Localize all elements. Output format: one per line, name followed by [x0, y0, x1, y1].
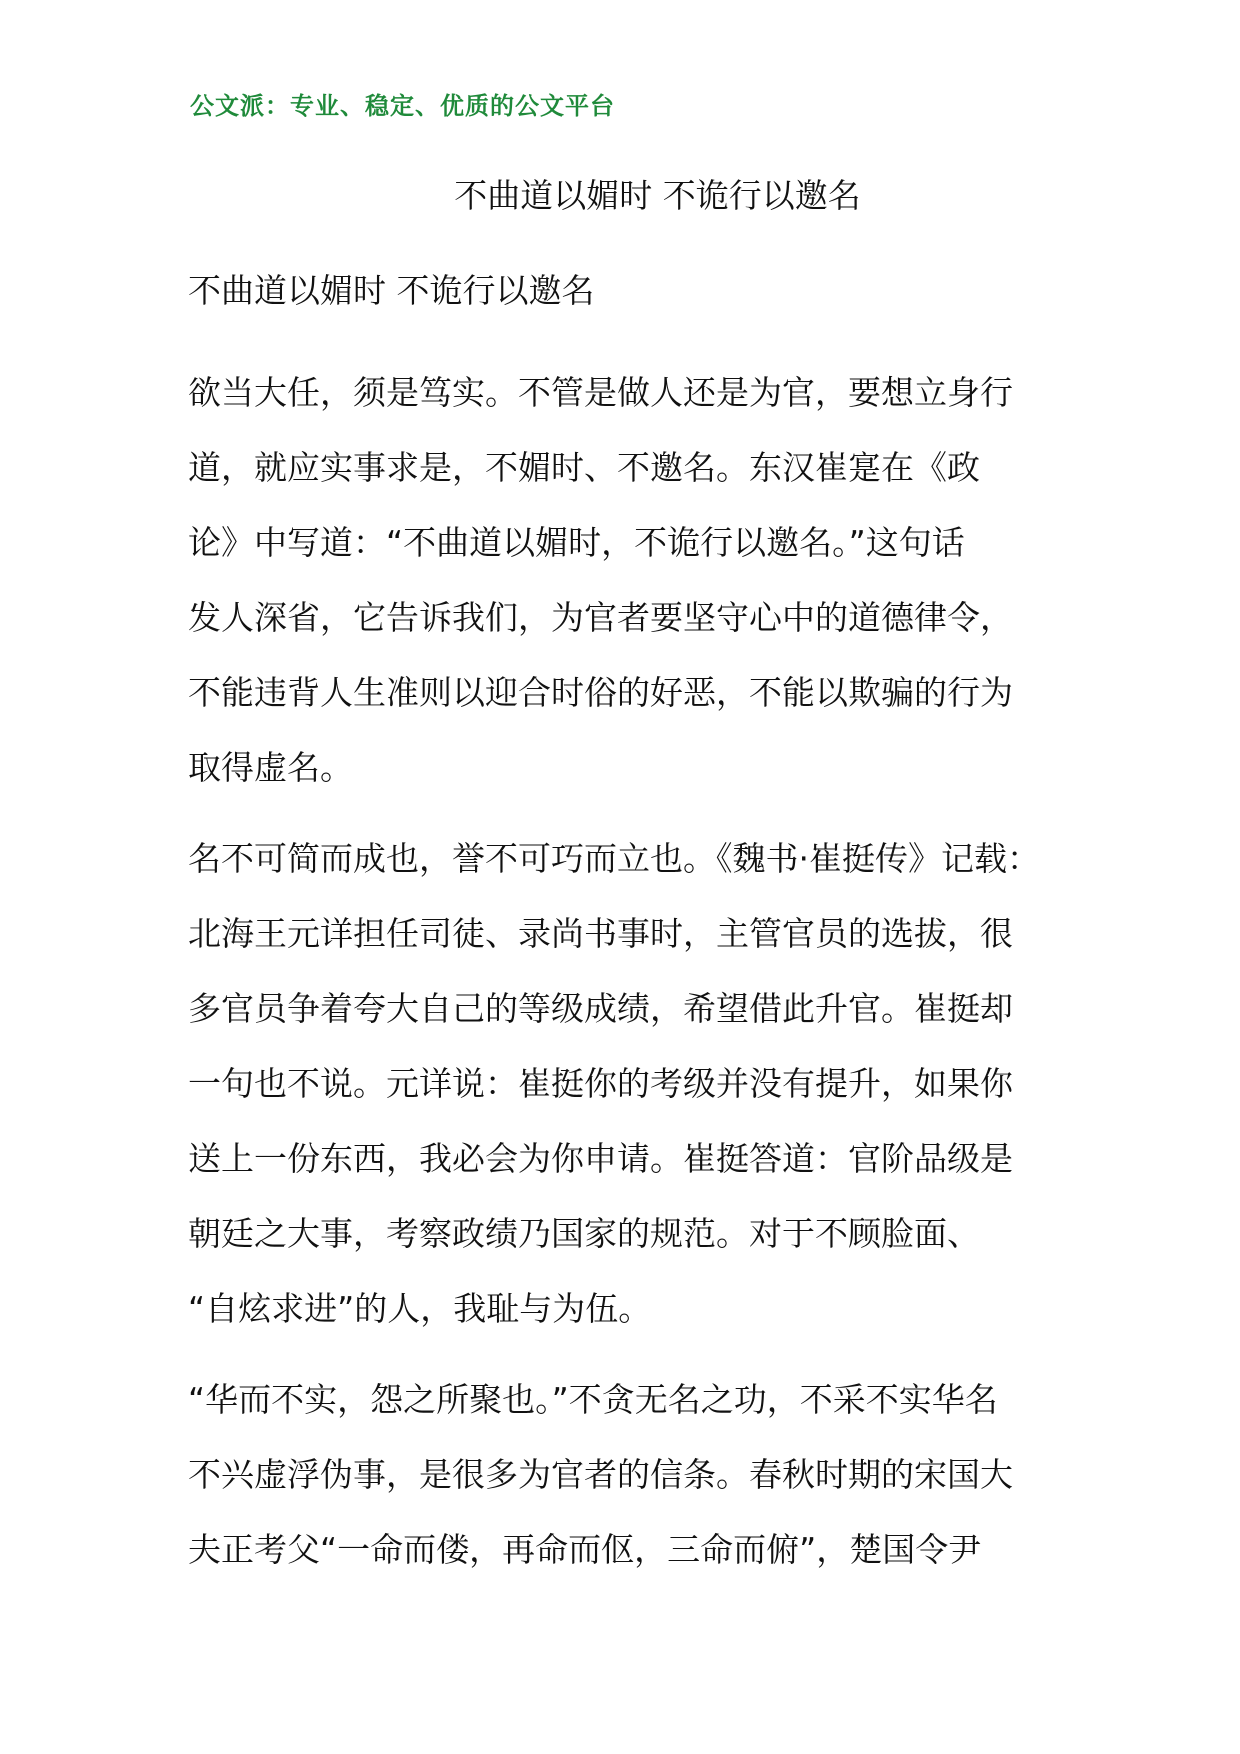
text-line: “自炫求进”的人，我耻与为伍。: [188, 1289, 652, 1328]
text-line: 发人深省，它告诉我们，为官者要坚守心中的道德律令，: [188, 598, 1013, 637]
text-line: 夫正考父“一命而偻，再命而伛，三命而俯”，楚国令尹: [188, 1530, 982, 1569]
text-line: 朝廷之大事，考察政绩乃国家的规范。对于不顾脸面、: [188, 1214, 980, 1253]
text-line: 一句也不说。元详说：崔挺你的考级并没有提升，如果你: [188, 1064, 1013, 1103]
text-line: 道，就应实事求是，不媚时、不邀名。东汉崔寔在《政: [188, 448, 980, 487]
text-line: 不能违背人生准则以迎合时俗的好恶，不能以欺骗的行为: [188, 673, 1013, 712]
document-subtitle: 不曲道以媚时 不诡行以邀名: [188, 271, 595, 310]
text-line: 送上一份东西，我必会为你申请。崔挺答道：官阶品级是: [188, 1139, 1013, 1178]
text-line: 论》中写道：“不曲道以媚时，不诡行以邀名。”这句话: [188, 523, 965, 562]
paragraph-1: [188, 355, 1088, 805]
document-body: [188, 355, 1088, 1603]
paragraph-2: [188, 821, 1088, 1346]
text-line: 名不可简而成也，誉不可巧而立也。《魏书·崔挺传》记载：: [188, 839, 1040, 878]
document-title: 不曲道以媚时 不诡行以邀名: [454, 176, 861, 215]
text-line: 不兴虚浮伪事，是很多为官者的信条。春秋时期的宋国大: [188, 1455, 1013, 1494]
text-line: 欲当大任，须是笃实。不管是做人还是为官，要想立身行: [188, 373, 1013, 412]
text-line: 北海王元详担任司徒、录尚书事时，主管官员的选拔，很: [188, 914, 1013, 953]
text-line: 取得虚名。: [188, 748, 353, 787]
text-line: 多官员争着夸大自己的等级成绩，希望借此升官。崔挺却: [188, 989, 1013, 1028]
platform-header: 公文派：专业、稳定、优质的公文平台: [190, 92, 615, 120]
paragraph-3: [188, 1362, 1088, 1587]
text-line: “华而不实，怨之所聚也。”不贪无名之功，不采不实华名: [188, 1380, 998, 1419]
